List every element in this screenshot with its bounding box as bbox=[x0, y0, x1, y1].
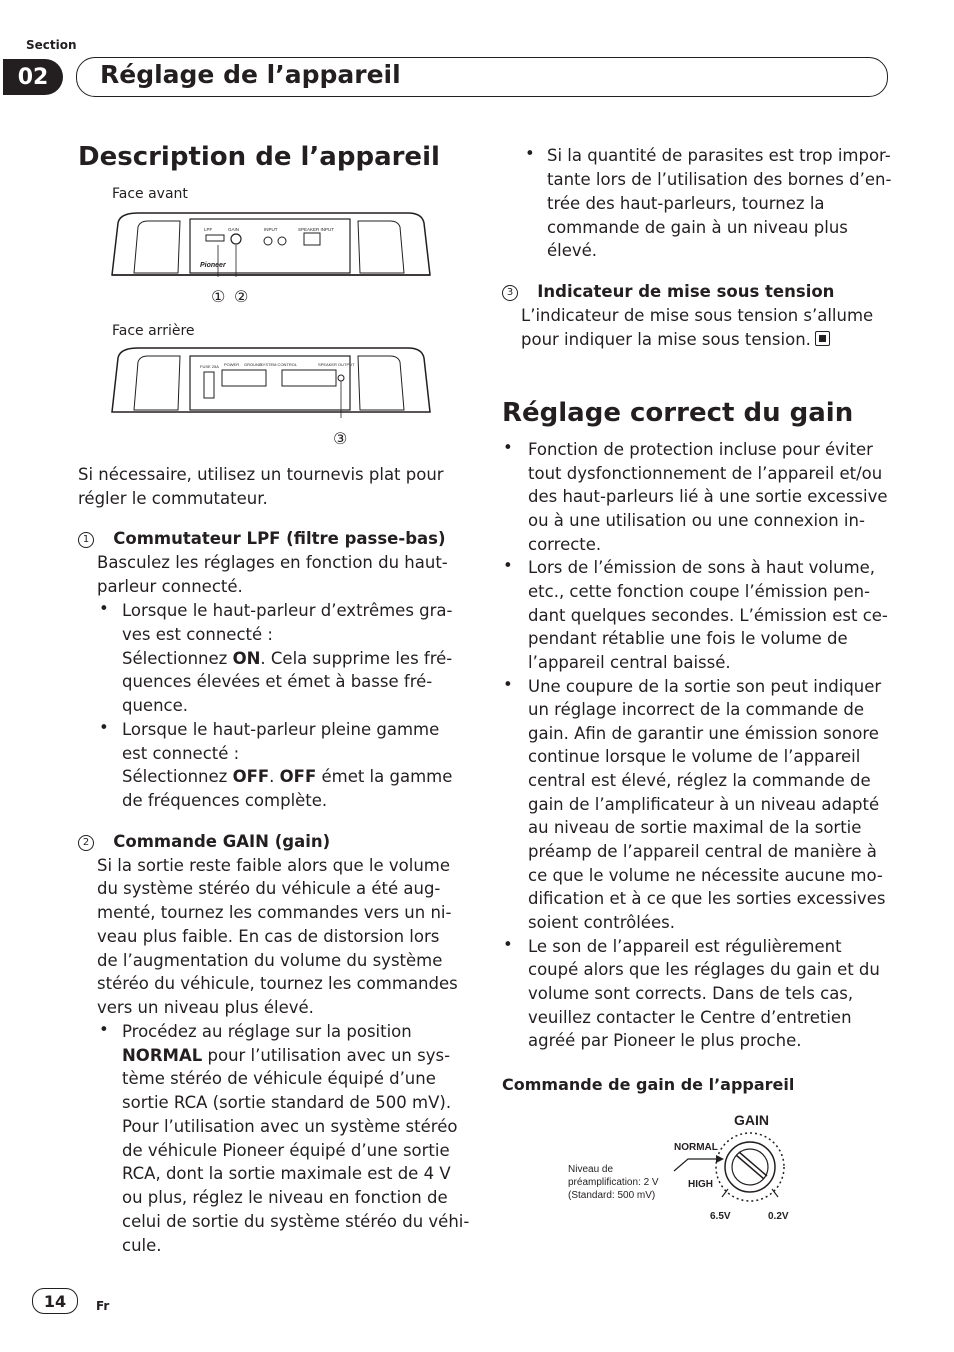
item-2-number: 2 bbox=[78, 835, 94, 851]
page-title: Description de l’appareil bbox=[78, 142, 440, 172]
item-2-bullet-line-6: de véhicule Pioneer équipé d’une sortie bbox=[122, 1141, 450, 1160]
brand-logo: Pioneer bbox=[200, 262, 226, 269]
gain-bullet-1-line-4: ou à une utilisation ou une connexion in- bbox=[528, 510, 865, 530]
item-1-bullet-1-line-1: Lorsque le haut-parleur d’extrêmes gra- bbox=[122, 601, 453, 620]
item-1-line-2: parleur connecté. bbox=[97, 577, 243, 596]
gain-bullet-4-line-4: veuillez contacter le Centre d’entretien bbox=[528, 1007, 852, 1027]
high-label: HIGH bbox=[688, 1179, 713, 1190]
bullet-dot: • bbox=[99, 599, 109, 618]
gain-bullet-4-line-2: coupé alors que les réglages du gain et du bbox=[528, 960, 880, 980]
gain-bullet-4-line-3: volume sont corrects. Dans de tels cas, bbox=[528, 983, 854, 1003]
item-2-bullet-line-4: sortie RCA (sortie standard de 500 mV). bbox=[122, 1093, 452, 1112]
item-2-line-6: stéréo du véhicule, tournez les commandes bbox=[97, 974, 458, 993]
rear-panel-illustration bbox=[108, 340, 434, 418]
item-3-line-1: L’indicateur de mise sous tension s’allume bbox=[521, 306, 874, 325]
system-control-label: SYSTEM CONTROL bbox=[260, 362, 298, 367]
preamp-note-1: Niveau de bbox=[568, 1164, 614, 1175]
front-panel-illustration bbox=[108, 205, 434, 280]
gain-figure-heading: Commande de gain de l’appareil bbox=[502, 1075, 795, 1094]
gain-bullet-3-line-7: au niveau de sortie maximal de la sortie bbox=[528, 818, 862, 838]
gain-bullet-1-line-5: correcte. bbox=[528, 534, 602, 554]
item-1-heading: Commutateur LPF (filtre passe-bas) bbox=[113, 529, 446, 548]
section-label: Section bbox=[26, 38, 77, 52]
gain-label: GAIN bbox=[228, 227, 240, 232]
right-top-bullet-line-5: élevé. bbox=[547, 241, 598, 260]
lpf-label: LPF bbox=[204, 227, 213, 232]
fuse-label: FUSE 25A bbox=[200, 364, 219, 369]
right-top-bullet-line-1: Si la quantité de parasites est trop impor- bbox=[547, 146, 891, 165]
rear-caption: Face arrière bbox=[112, 323, 195, 339]
item-2-line-5: de l’augmentation du volume du système bbox=[97, 951, 443, 970]
gain-bullet-3-line-11: soient contrôlées. bbox=[528, 913, 675, 932]
gain-bullet-3-line-1: Une coupure de la sortie son peut indiquer bbox=[528, 676, 882, 696]
item-2-bullet-line-9: celui de sortie du système stéréo du véhi- bbox=[122, 1212, 470, 1231]
right-top-bullet-line-3: trée des haut-parleurs, tournez la bbox=[547, 194, 825, 213]
gain-bullet-2-line-3: dant quelques secondes. L’émission est ce- bbox=[528, 605, 888, 625]
bullet-dot: • bbox=[503, 438, 513, 457]
speaker-output-label: SPEAKER OUTPUT bbox=[318, 362, 355, 367]
item-3-number: 3 bbox=[502, 285, 518, 301]
v65-label: 6.5V bbox=[710, 1211, 731, 1222]
item-1-bullet-2-line-2: est connecté : bbox=[122, 744, 240, 763]
item-2-line-4: veau plus faible. En cas de distorsion lors bbox=[97, 927, 440, 946]
gain-knob-illustration bbox=[560, 1105, 800, 1225]
gain-bullet-2-line-4: pendant rétablie une fois le volume de bbox=[528, 629, 848, 649]
item-1-bullet-1-line-5: quence. bbox=[122, 696, 189, 715]
language-label: Fr bbox=[96, 1299, 110, 1313]
item-2-heading-row bbox=[78, 830, 330, 854]
gain-bullet-1-line-2: tout dysfonctionnement de l’appareil et/ou bbox=[528, 463, 883, 483]
gain-bullet-3-line-4: continue lorsque le volume de l’appareil bbox=[528, 747, 861, 767]
gain-bullet-3-line-6: gain de l’amplificateur à un niveau adapté bbox=[528, 794, 880, 814]
preamp-note-2: préamplification: 2 V bbox=[568, 1177, 659, 1188]
gain-bullet-2-line-1: Lors de l’émission de sons à haut volume, bbox=[528, 558, 876, 578]
intro-line-1: Si nécessaire, utilisez un tournevis plat pour bbox=[78, 465, 444, 484]
bullet-dot: • bbox=[99, 1020, 109, 1039]
item-1-bullet-1-select: Sélectionnez ON. Cela supprime les fré- bbox=[122, 649, 453, 668]
gain-bullet-3-line-9: ce que le volume ne nécessite aucune mo- bbox=[528, 865, 883, 885]
gain-figure-title: GAIN bbox=[734, 1112, 769, 1128]
page-number: 14 bbox=[32, 1288, 78, 1314]
bullet-dot: • bbox=[503, 674, 513, 694]
item-2-bullet-line-3: tème stéréo de véhicule équipé d’une bbox=[122, 1069, 436, 1088]
item-2-line-2: du système stéréo du véhicule a été aug- bbox=[97, 879, 441, 898]
normal-label: NORMAL bbox=[674, 1142, 718, 1153]
gain-bullet-1-line-3: des haut-parleurs lié à une sortie excessive bbox=[528, 487, 888, 507]
item-2-line-1: Si la sortie reste faible alors que le volume bbox=[97, 856, 451, 875]
item-2-bullet-line-5: Pour l’utilisation avec un système stéréo bbox=[122, 1117, 458, 1136]
right-top-bullet-line-4: commande de gain à un niveau plus bbox=[547, 218, 848, 237]
callout-2: ② bbox=[234, 287, 249, 306]
item-2-bullet-line-2: NORMAL pour l’utilisation avec un sys- bbox=[122, 1046, 451, 1065]
gain-bullet-3-line-8: préamp de l’appareil central de manière à bbox=[528, 842, 877, 862]
bullet-dot: • bbox=[503, 556, 513, 576]
power-label: POWER bbox=[224, 362, 240, 367]
item-1-bullet-2-line-4: de fréquences complète. bbox=[122, 791, 328, 810]
callout-3: ③ bbox=[333, 429, 348, 448]
preamp-note-3: (Standard: 500 mV) bbox=[568, 1190, 656, 1201]
gain-bullet-2-line-2: etc., cette fonction coupe l’émission pen- bbox=[528, 581, 871, 601]
front-caption: Face avant bbox=[112, 186, 188, 202]
item-1-bullet-2-select: Sélectionnez OFF. OFF émet la gamme bbox=[122, 767, 453, 786]
item-2-bullet-line-1: Procédez au réglage sur la position bbox=[122, 1022, 412, 1041]
gain-bullet-1-line-1: Fonction de protection incluse pour éviter bbox=[528, 440, 873, 459]
gain-bullet-3-line-5: central est élevé, réglez la commande de bbox=[528, 771, 871, 791]
item-1-bullet-1-line-4: quences élevées et émet à basse fré- bbox=[122, 672, 433, 691]
intro-line-2: régler le commutateur. bbox=[78, 489, 268, 508]
item-2-line-3: menté, tournez les commandes vers un ni- bbox=[97, 903, 452, 922]
item-3-heading-row bbox=[502, 280, 834, 304]
item-1-line-1: Basculez les réglages en fonction du haut- bbox=[97, 553, 448, 572]
section-title: Réglage de l’appareil bbox=[100, 60, 401, 89]
gain-bullet-4-line-5: agréé par Pioneer le plus proche. bbox=[528, 1031, 802, 1051]
item-2-bullet-line-7: RCA, dont la sortie maximale est de 4 V bbox=[122, 1164, 451, 1183]
item-2-heading: Commande GAIN (gain) bbox=[113, 832, 331, 851]
speaker-input-label: SPEAKER INPUT bbox=[298, 227, 335, 232]
item-1-number: 1 bbox=[78, 532, 94, 548]
gain-bullet-3-line-3: gain. Afin de garantir une émission sonore bbox=[528, 723, 879, 743]
bullet-dot: • bbox=[503, 934, 513, 954]
gain-bullet-3-line-10: dification et à ce que les sorties excessives bbox=[528, 889, 886, 909]
end-mark-icon bbox=[815, 331, 830, 346]
input-label: INPUT bbox=[264, 227, 278, 232]
item-2-bullet-line-8: ou plus, réglez le niveau en fonction de bbox=[122, 1188, 448, 1207]
item-3-line-2: pour indiquer la mise sous tension. bbox=[521, 328, 830, 352]
ground-label: GROUND bbox=[244, 362, 262, 367]
item-2-bullet-line-10: cule. bbox=[122, 1236, 162, 1255]
item-3-heading: Indicateur de mise sous tension bbox=[537, 282, 835, 301]
gain-bullet-3-line-2: un réglage incorrect de la commande de bbox=[528, 700, 865, 720]
bullet-dot: • bbox=[99, 718, 109, 737]
v02-label: 0.2V bbox=[768, 1211, 789, 1222]
item-1-heading-row bbox=[78, 527, 446, 551]
item-2-line-7: vers un niveau plus élevé. bbox=[97, 998, 314, 1017]
section-number-badge: 02 bbox=[3, 59, 63, 95]
gain-bullet-2-line-5: l’appareil central baissé. bbox=[528, 652, 731, 672]
bullet-dot: • bbox=[525, 144, 535, 163]
callout-1: ① bbox=[211, 287, 226, 306]
right-top-bullet-line-2: tante lors de l’utilisation des bornes d’en- bbox=[547, 170, 892, 189]
gain-bullet-4-line-1: Le son de l’appareil est régulièrement bbox=[528, 936, 842, 956]
gain-section-title: Réglage correct du gain bbox=[502, 398, 854, 428]
item-1-bullet-1-line-2: ves est connecté : bbox=[122, 625, 273, 644]
item-1-bullet-2-line-1: Lorsque le haut-parleur pleine gamme bbox=[122, 720, 440, 739]
